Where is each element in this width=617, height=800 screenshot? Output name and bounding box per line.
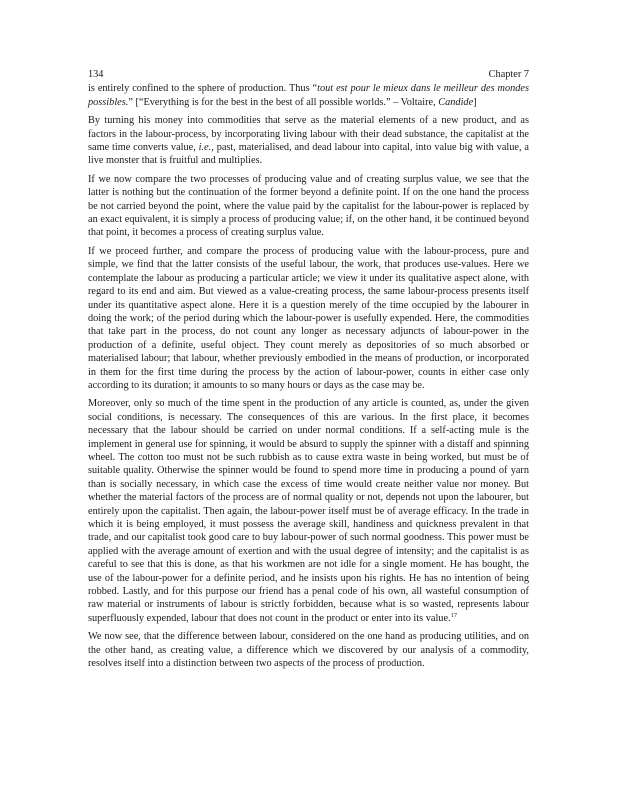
p2-text-a: By turning his money into commodities that serve as the material elements of a new product, and as factors in the labour-process, by incorporating living labour with their dead substance, the capitalist at the same time converts value, <box>88 115 529 154</box>
paragraph-1 <box>88 82 529 109</box>
paragraph-2 <box>88 114 529 168</box>
document-page <box>88 68 529 675</box>
p1-text-a: is entirely confined to the sphere of production. Thus “ <box>88 83 318 95</box>
p1-candide: Candide <box>438 96 474 108</box>
chapter-label: Chapter 7 <box>488 69 529 80</box>
footnote-marker[interactable]: 17 <box>450 611 458 619</box>
p1-text-c: ] <box>473 96 477 108</box>
paragraph-6: We now see, that the difference between labour, considered on the one hand as producing utilities, and on the other hand, as creating value, a difference which we discovered by our analysis of a commodity, resolves itself into a distinction between two aspects of the process of production. <box>88 631 529 670</box>
p5-text: Moreover, only so much of the time spent in the production of any article is counted, as, under the given social conditions, is necessary. The consequences of this are various. In the first place, it becomes necessary that the labour should be carried on under normal conditions. If a self-acting mule is the implement in general use for spinning, it would be absurd to supply the spinner with a distaff and spinning wheel. The cotton too must not be such rubbish as to cause extra waste in being worked, but must be of suitable quality. Otherwise the spinner would be found to spend more time in producing a pound of yarn than is socially necessary, in which case the excess of time would create neither value nor money. But whether the material factors of the process are of normal quality or not, depends not upon the labourer, but entirely upon the capitalist. Then again, the labour-power itself must be of average efficacy. In the trade in which it is being employed, it must possess the average skill, handiness and quickness prevalent in that trade, and our capitalist took good care to buy labour-power of such normal goodness. This power must be applied with the average amount of exertion and with the usual degree of intensity; and the capitalist is as careful to see that this is done, as that his workmen are not idle for a single moment. He has bought, the use of the labour-power for a definite period, and he insists upon his rights. He has no intention of being robbed. Lastly, and for this purpose our friend has a penal code of his own, all wasteful consumption of raw material or instruments of labour is strictly forbidden, because what is so wasted, represents labour superfluously expended, labour that does not count in the product or enter into its value. <box>88 398 529 624</box>
running-header <box>88 68 529 81</box>
page-number: 134 <box>88 69 104 80</box>
paragraph-3: If we now compare the two processes of producing value and of creating surplus value, we see that the latter is nothing but the continuation of the former beyond a definite point. If on the one hand the process be not carried beyond the point, where the value paid by the capitalist for the labour-power is replaced by an exact equivalent, it is simply a process of producing value; if, on the other hand, it be continued beyond that point, it becomes a process of creating surplus value. <box>88 173 529 239</box>
paragraph-5 <box>88 397 529 625</box>
p2-text-b: , past, materialised, and dead labour into capital, into value big with value, a live monster that is fruitful and multiplies. <box>88 142 529 167</box>
paragraph-4: If we proceed further, and compare the process of producing value with the labour-process, pure and simple, we find that the latter consists of the useful labour, the work, that produces use-values. Here we contemplate the labour as producing a particular article; we view it under its qualitative aspect alone, with regard to its end and aim. But viewed as a value-creating process, the same labour-process presents itself under its quantitative aspect alone. Here it is a question merely of the time occupied by the labourer in doing the work; of the period during which the labour-power is usefully expended. Here, the commodities that take part in the process, do not count any longer as necessary adjuncts of labour-power in the production of a definite, useful object. They count merely as depositories of so much absorbed or materialised labour; that labour, whether previously embodied in the means of production, or incorporated in them for the first time during the process by the action of labour-power, counts in either case only according to its duration; it amounts to so many hours or days as the case may be. <box>88 245 529 391</box>
p1-french-quote: tout est pour le mieux dans le meilleur des mondes possibles. <box>88 83 530 108</box>
p1-text-b: ” [“Everything is for the best in the best of all possible worlds.” – Voltaire, <box>128 96 439 108</box>
p2-ie: i.e. <box>198 142 212 154</box>
